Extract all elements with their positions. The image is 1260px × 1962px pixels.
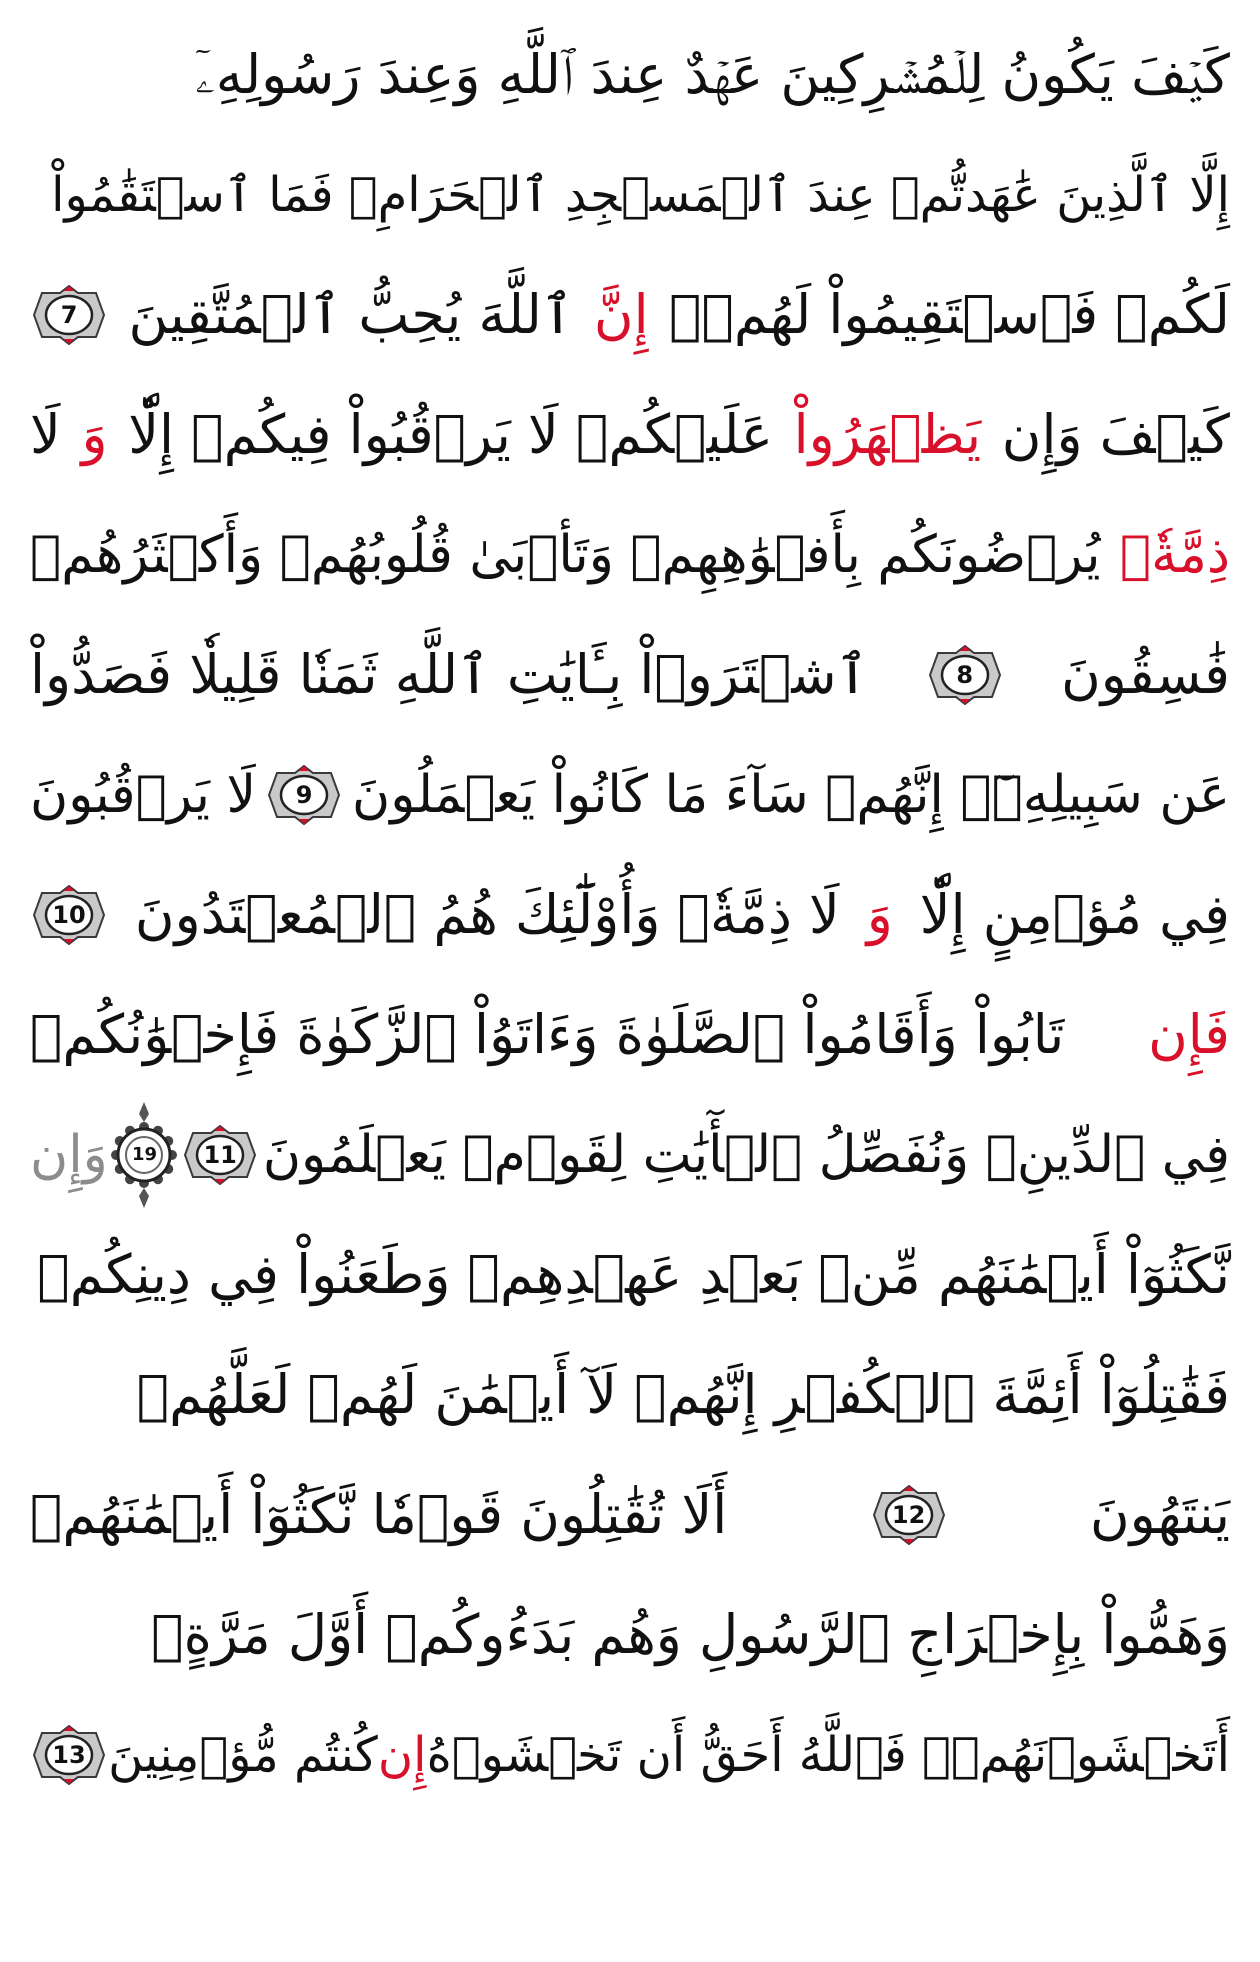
verse-text: لَا ذِمَّةٗۚ وَأُوْلَٰٓئِكَ هُمُ ٱلۡمُعۡتَدُونَ xyxy=(134,883,840,946)
tajweed-highlight: فَإِن xyxy=(1148,1003,1230,1066)
text-line xyxy=(30,255,1230,375)
text-line xyxy=(30,975,1230,1095)
verse-number: 13 xyxy=(52,1741,86,1769)
verse-text: فَٰسِقُونَ xyxy=(1061,643,1230,706)
tajweed-highlight: وَ xyxy=(866,883,893,946)
text-line xyxy=(30,495,1230,615)
verse-text: لَكُمۡ فَٱسۡتَقِيمُواْ لَهُمۡۚ xyxy=(669,283,1230,346)
text-line xyxy=(30,15,1230,135)
verse-text: يَنتَهُونَ xyxy=(1089,1483,1230,1546)
verse-text: فَقَٰتِلُوٓاْ أَئِمَّةَ ٱلۡكُفۡرِ إِنَّهُمۡ لَآ أَيۡمَٰنَ لَهُمۡ لَعَلَّهُمۡ xyxy=(136,1363,1230,1426)
verse-text: لَا يَرۡقُبُونَ xyxy=(30,765,257,825)
text-line xyxy=(30,1695,1230,1815)
verse-text: وَهَمُّواْ بِإِخۡرَاجِ ٱلرَّسُولِ وَهُم بَدَءُوكُمۡ أَوَّلَ مَرَّةٍۚ xyxy=(151,1603,1230,1666)
text-line xyxy=(30,615,1230,735)
verse-number: 8 xyxy=(956,661,974,689)
tajweed-highlight: ذِمَّةٗۚ xyxy=(1119,525,1230,585)
verse-number: 9 xyxy=(295,781,313,809)
verse-text: لَا xyxy=(30,403,61,466)
juz-medallion xyxy=(111,1100,177,1210)
text-line xyxy=(30,855,1230,975)
tajweed-highlight: وَ xyxy=(81,403,108,466)
verse-number: 10 xyxy=(52,901,86,929)
text-line xyxy=(30,735,1230,855)
text-line xyxy=(30,375,1230,495)
verse-text: كُنتُم مُّؤۡمِنِينَ xyxy=(108,1727,378,1783)
verse-text: كَيۡفَ يَكُونُ لِلۡمُشۡرِكِينَ عَهۡدٌ عِندَ ٱللَّهِ وَعِندَ رَسُولِهِۦٓ xyxy=(195,43,1230,106)
verse-text: عَلَيۡكُمۡ لَا يَرۡقُبُواْ فِيكُمۡ إِلّٗا xyxy=(128,403,773,466)
verse-text: إِلَّا ٱلَّذِينَ عَٰهَدتُّمۡ عِندَ ٱلۡمَسۡجِدِ ٱلۡحَرَامِۖ فَمَا ٱسۡتَقَٰمُواْ xyxy=(51,167,1230,223)
verse-number: 12 xyxy=(891,1501,926,1529)
text-line xyxy=(30,1095,1230,1215)
verse-number-marker xyxy=(926,643,1004,707)
verse-number: 7 xyxy=(60,301,78,329)
verse-text: عَن سَبِيلِهِۦٓۚ إِنَّهُمۡ سَآءَ مَا كَانُواْ يَعۡمَلُونَ xyxy=(352,765,1230,825)
verse-number-marker xyxy=(265,763,343,827)
tajweed-highlight: إِنَّ xyxy=(593,283,649,346)
text-line xyxy=(30,1575,1230,1695)
verse-number-marker xyxy=(30,1723,108,1787)
verse-number-marker xyxy=(181,1123,259,1187)
verse-text: ٱشۡتَرَوۡاْ بِـَٔايَٰتِ ٱللَّهِ ثَمَنٗا قَلِيلٗا فَصَدُّواْ xyxy=(30,643,869,706)
text-line xyxy=(30,1455,1230,1575)
tajweed-highlight: إِن xyxy=(377,1727,427,1783)
verse-text: وَإِن xyxy=(30,1125,108,1185)
verse-text: فِي ٱلدِّينِۗ وَنُفَصِّلُ ٱلۡأٓيَٰتِ لِقَوۡمٖ يَعۡلَمُونَ xyxy=(262,1125,1230,1185)
verse-text: يُرۡضُونَكُم بِأَفۡوَٰهِهِمۡ وَتَأۡبَىٰ قُلُوبُهُمۡ وَأَكۡثَرُهُمۡ xyxy=(30,525,1101,585)
verse-number-marker xyxy=(870,1483,948,1547)
verse-text: تَابُواْ وَأَقَامُواْ ٱلصَّلَوٰةَ وَءَاتَوُاْ ٱلزَّكَوٰةَ فَإِخۡوَٰنُكُمۡ xyxy=(30,1003,1065,1066)
medallion-number: 19 xyxy=(131,1144,157,1165)
verse-text: كَيۡفَ وَإِن xyxy=(1001,403,1230,466)
verse-text: ٱللَّهَ يُحِبُّ ٱلۡمُتَّقِينَ xyxy=(128,283,574,346)
verse-text: نَّكَثُوٓاْ أَيۡمَٰنَهُم مِّنۢ بَعۡدِ عَهۡدِهِمۡ وَطَعَنُواْ فِي دِينِكُمۡ xyxy=(37,1243,1230,1306)
tajweed-highlight: يَظۡهَرُواْ xyxy=(793,403,982,466)
verse-text: أَلَا تُقَٰتِلُونَ قَوۡمٗا نَّكَثُوٓاْ أَيۡمَٰنَهُمۡ xyxy=(30,1483,728,1546)
text-line xyxy=(30,135,1230,255)
verse-number-marker xyxy=(30,883,108,947)
verse-number: 11 xyxy=(203,1141,237,1169)
text-line xyxy=(30,1335,1230,1455)
verse-text: أَتَخۡشَوۡنَهُمۡۚ فَٱللَّهُ أَحَقُّ أَن تَخۡشَوۡهُ xyxy=(426,1727,1230,1783)
verse-number-marker xyxy=(30,283,108,347)
text-line xyxy=(30,1215,1230,1335)
verse-text: فِي مُؤۡمِنٍ إِلّٗا xyxy=(919,883,1230,946)
